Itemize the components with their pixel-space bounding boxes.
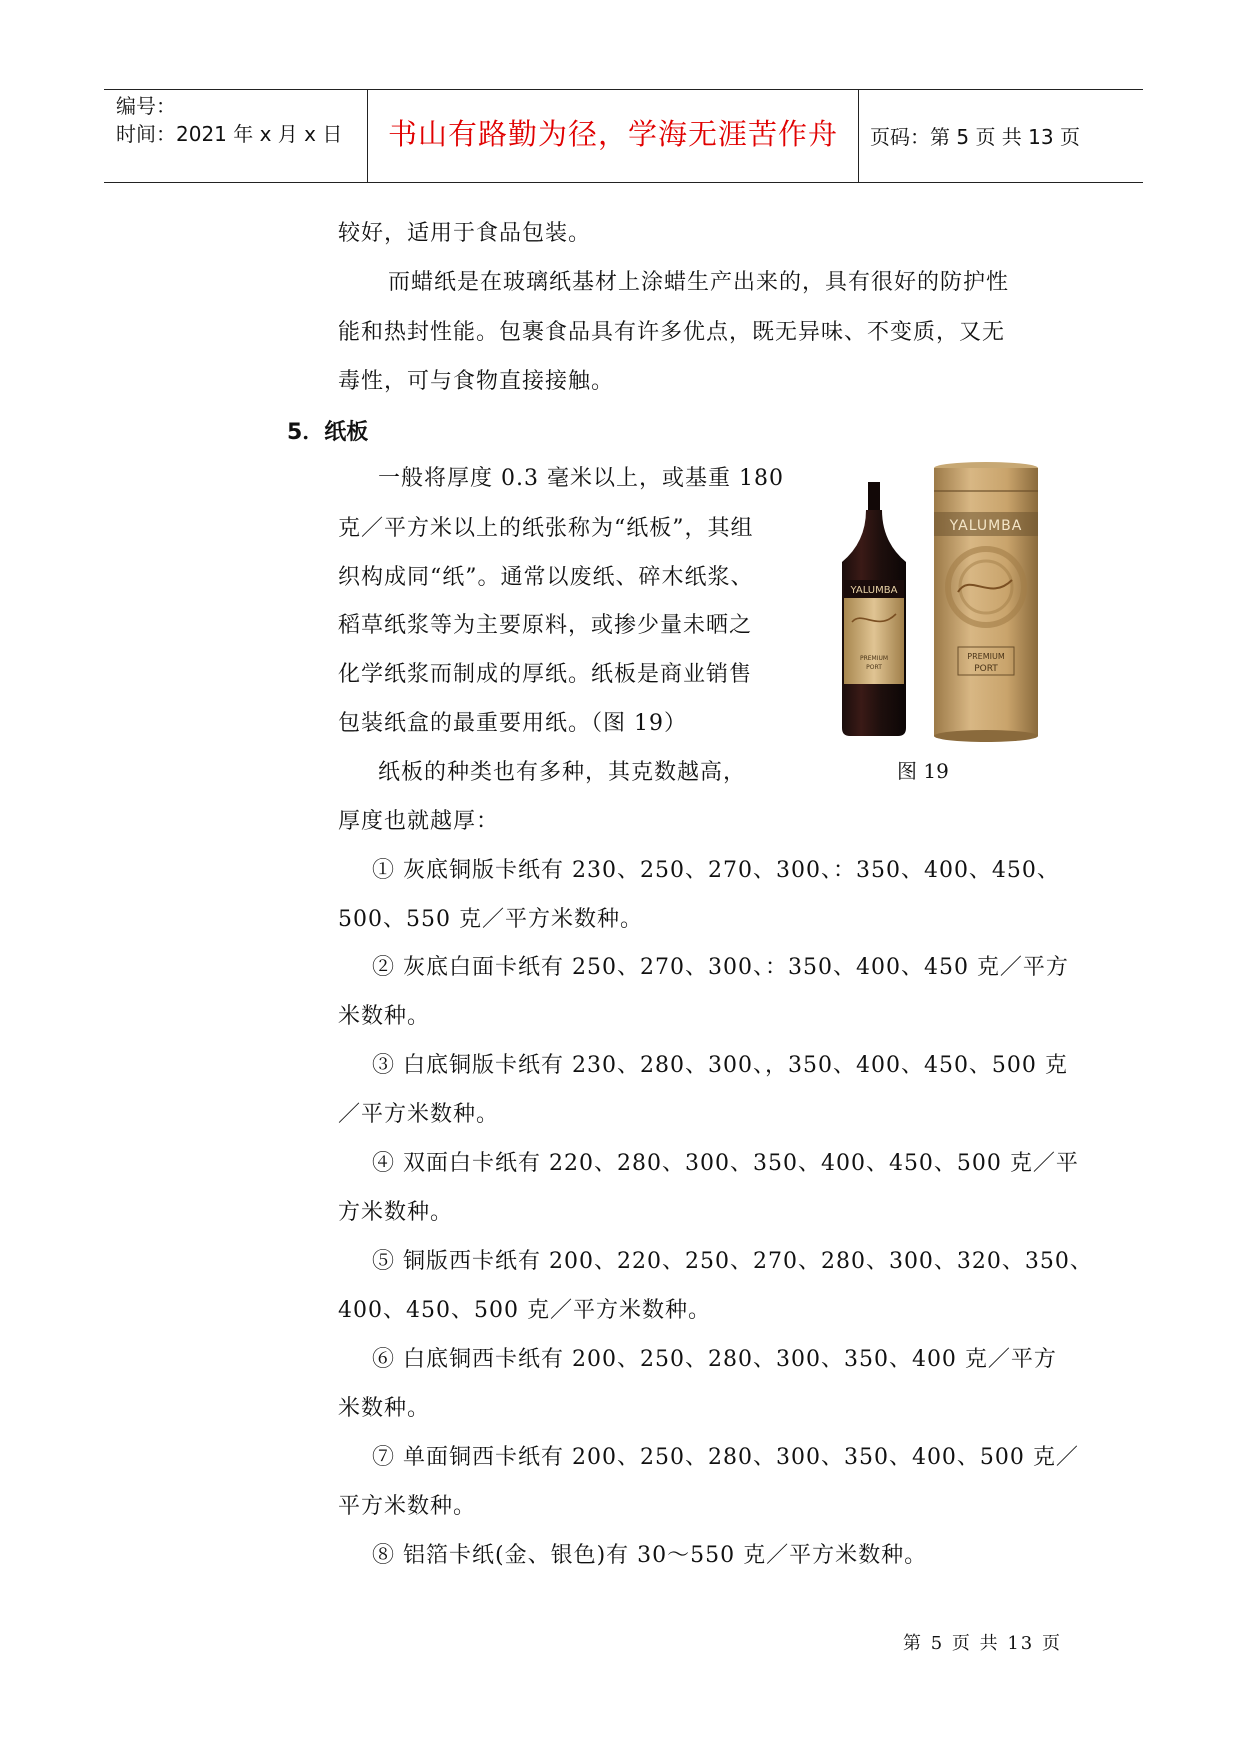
list-item: ④ 双面白卡纸有 220、280、300、350、400、450、500 克／平 xyxy=(372,1151,1079,1176)
paragraph-line: 毒性，可与食物直接接触。 xyxy=(338,369,615,394)
list-item: ⑥ 白底铜西卡纸有 200、250、280、300、350、400 克／平方 xyxy=(372,1347,1057,1372)
header-number-label: 编号： xyxy=(116,94,176,118)
header-top-rule xyxy=(104,89,1143,90)
paragraph-line: 包装纸盒的最重要用纸。（图 19） xyxy=(338,711,687,736)
section-heading: 5．纸板 xyxy=(287,420,369,445)
list-item: ③ 白底铜版卡纸有 230、280、300、，350、400、450、500 克 xyxy=(372,1053,1068,1078)
bottle-product-line2: PORT xyxy=(866,664,882,671)
list-item: ① 灰底铜版卡纸有 230、250、270、300、：350、400、450、 xyxy=(372,858,1060,883)
list-item-continuation: 400、450、500 克／平方米数种。 xyxy=(338,1298,711,1323)
list-item-continuation: 米数种。 xyxy=(338,1004,431,1029)
header-meta xyxy=(116,92,342,148)
paragraph-line: 化学纸浆而制成的厚纸。纸板是商业销售 xyxy=(338,662,753,687)
list-item: ② 灰底白面卡纸有 250、270、300、：350、400、450 克／平方 xyxy=(372,955,1069,980)
list-item: ⑧ 铝箔卡纸(金、银色)有 30～550 克／平方米数种。 xyxy=(372,1543,928,1568)
header-motto: 书山有路勤为径，学海无涯苦作舟 xyxy=(387,117,838,151)
footer-page-number: 第 5 页 共 13 页 xyxy=(903,1633,1062,1654)
bottle-brand-text: YALUMBA xyxy=(850,585,898,596)
list-item-continuation: ／平方米数种。 xyxy=(338,1102,500,1127)
paragraph-line: 克／平方米以上的纸张称为“纸板”，其组 xyxy=(338,516,754,541)
tube-brand-text: YALUMBA xyxy=(949,518,1023,534)
tube-graphic xyxy=(934,462,1038,742)
bottle-graphic xyxy=(842,482,906,736)
paragraph-line: 而蜡纸是在玻璃纸基材上涂蜡生产出来的，具有很好的防护性 xyxy=(388,270,1010,295)
paragraph-line: 厚度也就越厚： xyxy=(338,809,500,834)
paragraph-line: 织构成同“纸”。通常以废纸、碎木纸浆、 xyxy=(338,565,754,590)
header-time-label: 时间：2021 年 x 月 x 日 xyxy=(116,122,343,146)
paragraph-line: 较好，适用于食品包装。 xyxy=(338,221,592,246)
header-page-label: 页码：第 5 页 共 13 页 xyxy=(870,125,1080,149)
bottle-product-line1: PREMIUM xyxy=(859,655,889,662)
list-item: ⑦ 单面铜西卡纸有 200、250、280、300、350、400、500 克／ xyxy=(372,1445,1079,1470)
list-item: ⑤ 铜版西卡纸有 200、220、250、270、280、300、320、350、 xyxy=(372,1249,1093,1274)
tube-product-line2: PORT xyxy=(974,664,998,674)
list-item-continuation: 米数种。 xyxy=(338,1396,431,1421)
figure-caption: 图 19 xyxy=(897,759,949,783)
paragraph-line: 一般将厚度 0.3 毫米以上，或基重 180 xyxy=(378,466,784,491)
header-bottom-rule xyxy=(104,182,1143,183)
figure-19-image xyxy=(830,462,1062,744)
list-item-continuation: 平方米数种。 xyxy=(338,1494,477,1519)
paragraph-line: 能和热封性能。包裹食品具有许多优点，既无异味、不变质，又无 xyxy=(338,320,1006,345)
tube-product-line1: PREMIUM xyxy=(967,652,1005,661)
list-item-continuation: 方米数种。 xyxy=(338,1200,454,1225)
paragraph-line: 纸板的种类也有多种，其克数越高， xyxy=(378,760,747,785)
paragraph-line: 稻草纸浆等为主要原料，或掺少量未晒之 xyxy=(338,613,753,638)
list-item-continuation: 500、550 克／平方米数种。 xyxy=(338,907,643,932)
